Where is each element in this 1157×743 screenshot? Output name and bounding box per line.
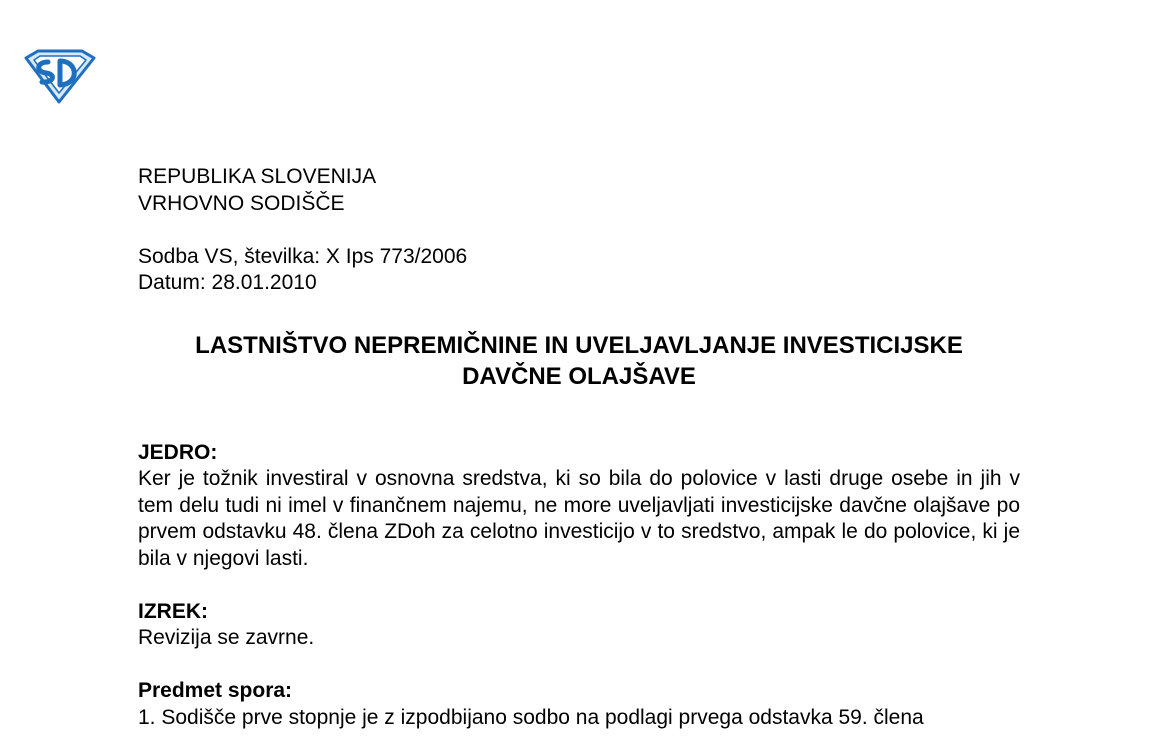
document-title — [138, 330, 1020, 392]
section-text: Revizija se zavrne. — [138, 626, 315, 649]
section-text: Ker je tožnik investiral v osnovna sredstva, ki so bila do polovice v lasti druge osebe in jih v tem delu tudi ni imel v finančnem najemu, ne more uveljavljati investicijske davčne olajšave po prvem odstavku 48. člena ZDoh za celotno investicijo v to sredstvo, ampak le do polovice, ki je bila v njegovi lasti. — [138, 467, 1020, 570]
judgment-date: Datum: 28.01.2010 — [138, 271, 317, 294]
header-court: VRHOVNO SODIŠČE — [138, 191, 345, 215]
judgment-document — [138, 164, 1020, 731]
court-logo — [22, 48, 96, 104]
title-line-1: LASTNIŠTVO NEPREMIČNINE IN UVELJAVLJANJE INVESTICIJSKE — [195, 331, 963, 359]
header-country: REPUBLIKA SLOVENIJA — [138, 165, 377, 188]
title-line-2: DAVČNE OLAJŠAVE — [462, 362, 696, 390]
section-heading: Predmet spora: — [138, 679, 293, 702]
section-heading: IZREK: — [138, 599, 208, 623]
shield-logo-icon — [22, 48, 96, 104]
section-izrek — [138, 599, 1020, 652]
section-predmet-spora — [138, 678, 1020, 731]
case-number: Sodba VS, številka: X Ips 773/2006 — [138, 244, 468, 268]
section-jedro — [138, 440, 1020, 573]
section-heading: JEDRO: — [138, 440, 218, 464]
section-text: 1. Sodišče prve stopnje je z izpodbijano sodbo na podlagi prvega odstavka 59. člena — [138, 705, 924, 729]
